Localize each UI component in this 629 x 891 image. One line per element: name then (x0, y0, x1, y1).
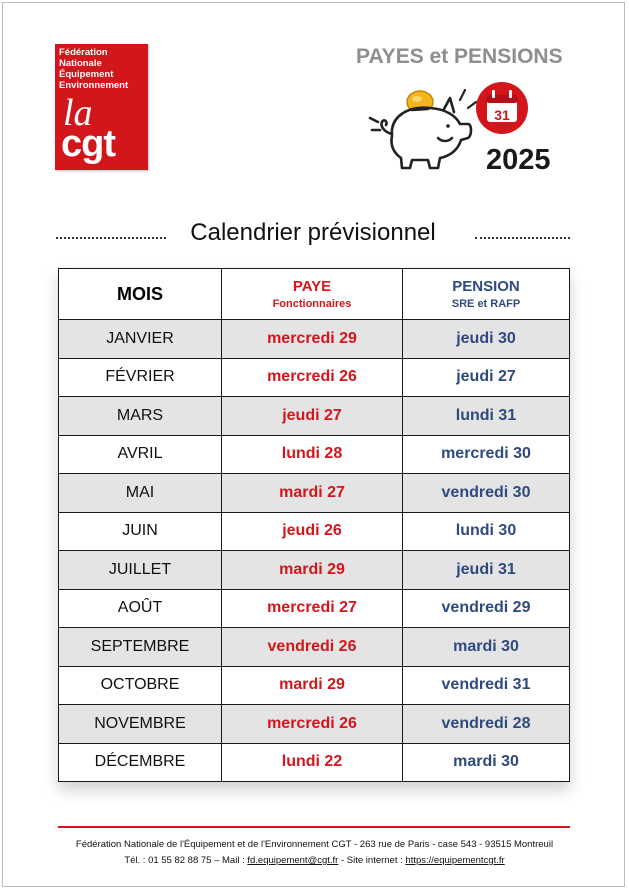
table-row (59, 589, 570, 628)
cell-pension: vendredi 28 (403, 705, 570, 744)
header-pension-label: PENSION (452, 278, 520, 295)
footer-site-label: - Site internet : (338, 855, 406, 866)
cell-paye: jeudi 27 (222, 397, 403, 436)
table-row (59, 397, 570, 436)
header-paye (222, 269, 403, 320)
cell-mois: JUIN (59, 512, 222, 551)
cell-pension: lundi 30 (403, 512, 570, 551)
cell-mois: JANVIER (59, 320, 222, 359)
cell-mois: AVRIL (59, 435, 222, 474)
cell-paye: mercredi 26 (222, 705, 403, 744)
header-paye-label: PAYE (292, 278, 332, 295)
header-pension-sublabel: SRE et RAFP (451, 298, 521, 310)
logo-cgt: cgt (61, 123, 115, 165)
header-mois: MOIS (59, 269, 222, 320)
table-row (59, 435, 570, 474)
cell-pension: vendredi 30 (403, 474, 570, 513)
cell-pension: mardi 30 (403, 743, 570, 782)
cell-mois: NOVEMBRE (59, 705, 222, 744)
logo-text: Fédération Nationale Équipement Environnement (59, 47, 129, 91)
calendar-icon (476, 82, 528, 134)
calendar-table (58, 268, 570, 782)
cell-paye: mercredi 26 (222, 358, 403, 397)
cell-pension: jeudi 27 (403, 358, 570, 397)
table-header-row (59, 269, 570, 320)
calendar-table-wrapper (58, 268, 570, 782)
cell-mois: FÉVRIER (59, 358, 222, 397)
table-row (59, 320, 570, 359)
cell-paye: mercredi 27 (222, 589, 403, 628)
cell-pension: jeudi 30 (403, 320, 570, 359)
footer-rule (58, 826, 570, 828)
footer-address: Fédération Nationale de l'Équipement et de l'Environnement CGT - 263 rue de Paris - case 543 - 93515 Montreuil (75, 839, 554, 850)
logo-la: la (63, 92, 93, 134)
calendar-day: 31 (494, 107, 510, 123)
footer-contact (0, 855, 629, 866)
table-row (59, 743, 570, 782)
table-row (59, 358, 570, 397)
cell-pension: mercredi 30 (403, 435, 570, 474)
cell-paye: lundi 22 (222, 743, 403, 782)
table-row (59, 666, 570, 705)
dotted-rule-right (475, 237, 570, 239)
cell-paye: mardi 29 (222, 666, 403, 705)
cgt-logo (55, 44, 148, 170)
table-row (59, 705, 570, 744)
cell-mois: MARS (59, 397, 222, 436)
cell-pension: vendredi 29 (403, 589, 570, 628)
header-year: 2025 (486, 144, 551, 176)
header-title: PAYES et PENSIONS (356, 45, 563, 68)
header-paye-sublabel: Fonctionnaires (272, 298, 352, 310)
header-pension (403, 269, 570, 320)
cell-pension: mardi 30 (403, 628, 570, 667)
cell-paye: mercredi 29 (222, 320, 403, 359)
page-subtitle: Calendrier prévisionnel (190, 219, 436, 246)
cell-pension: vendredi 31 (403, 666, 570, 705)
cell-paye: vendredi 26 (222, 628, 403, 667)
footer-site-link[interactable]: https://equipementcgt.fr (405, 855, 505, 866)
piggy-bank-icon (370, 98, 471, 168)
cell-pension: jeudi 31 (403, 551, 570, 590)
cell-pension: lundi 31 (403, 397, 570, 436)
cell-mois: SEPTEMBRE (59, 628, 222, 667)
table-row (59, 512, 570, 551)
footer-tel: Tél. : 01 55 82 88 75 – Mail : (124, 855, 248, 866)
cell-mois: AOÛT (59, 589, 222, 628)
cell-mois: OCTOBRE (59, 666, 222, 705)
cell-paye: mardi 29 (222, 551, 403, 590)
cell-paye: jeudi 26 (222, 512, 403, 551)
table-row (59, 474, 570, 513)
cell-paye: mardi 27 (222, 474, 403, 513)
cell-mois: DÉCEMBRE (59, 743, 222, 782)
table-row (59, 628, 570, 667)
subtitle-row (56, 219, 570, 253)
cell-mois: JUILLET (59, 551, 222, 590)
footer-mail-link[interactable]: fd.equipement@cgt.fr (247, 855, 339, 866)
cell-paye: lundi 28 (222, 435, 403, 474)
cell-mois: MAI (59, 474, 222, 513)
table-row (59, 551, 570, 590)
